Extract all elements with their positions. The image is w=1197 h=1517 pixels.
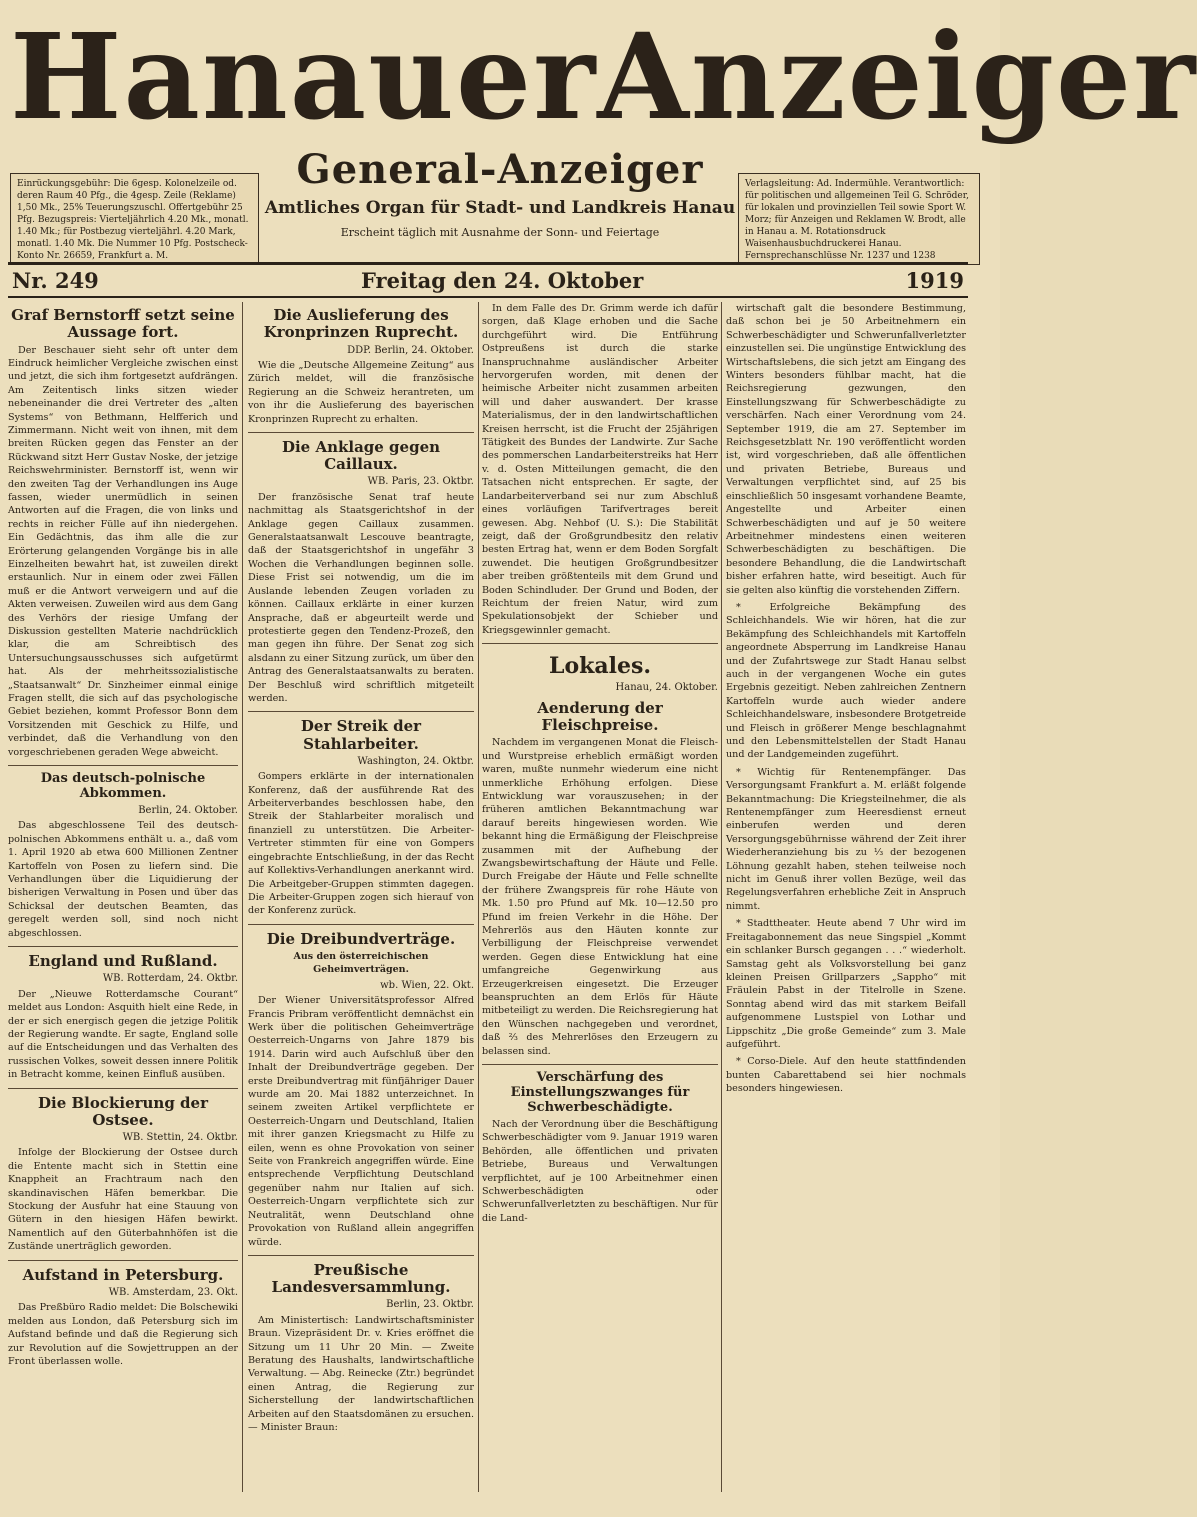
dateline-text: Berlin, 24. Oktober.	[138, 804, 238, 816]
publisher-info-box: Verlagsleitung: Ad. Indermühle. Verantwortlich: für politischen und allgemeinen Teil G. Schröder, für lokalen und provinziellen Teil sowie Sport W. Morz; für Anzeigen und Reklamen W. Brodt, alle in Hanau a. M. Rotationsdruck Waisenhausbuchdruckerei Hanau. Fernsprechanschlüsse Nr. 1237 und 1238	[738, 173, 980, 265]
issue-number: Nr. 249	[12, 268, 99, 293]
headline: Der Streik der Stahlarbeiter.	[300, 717, 422, 753]
headline: Aenderung der Fleischpreise.	[537, 698, 663, 735]
article-text: Der Wiener Universitätsprofessor Alfred Francis Pribram veröffentlicht demnächst ein Werk über die politischen Geheimverträge Oesterreich-Ungarns von Jahre 1879 bis 1914. Darin wird auch Aufschluß über den Inhalt der Dreibundverträge gegeben. Der erste Dreibundvertrag mit fünfjähriger Dauer wurde am 20. Mai 1882 unterzeichnet. In seinem zweiten Artikel verpflichtete er Oesterreich-Ungarn und Deutschland, Italien mit ihrer ganzen Kriegsmacht zu Hilfe zu eilen, wenn es ohne Provokation von seiner Seite von Frankreich angegriffen würde. Eine entsprechende Verpflichtung Deutschland gegenüber nahm nur Italien auf sich. Oesterreich-Ungarn verpflichtete sich zur Neutralität, wenn Deutschland ohne Provokation von Rußland allein angegriffen würde.	[248, 995, 474, 1248]
organ-line: Amtliches Organ für Stadt- und Landkreis Hanau	[264, 198, 736, 218]
headline: Preußische Landesversammlung.	[271, 1260, 451, 1297]
column-1	[8, 302, 238, 1502]
dateline-text: Hanau, 24. Oktober.	[615, 682, 718, 694]
article-text: * Erfolgreiche Bekämpfung des Schleichhandels. Wie wir hören, hat die zur Bekämpfung des Schleichhandels mit Kartoffeln angeordnete Absperrung im Landkreise Hanau und der Zufahrtswege zur Stadt Hanau selbst auch in der vergangenen Woche ein gutes Ergebnis gezeitigt. Neben zahlreichen Zentnern Kartoffeln wurde auch wieder andere Schleichhandelsware, insbesondere Brotgetreide und Fleisch in größerer Menge beschlagnahmt und den Lebensmittelstellen der Stadt Hanau und der Landgemeinden zugeführt.	[726, 601, 966, 761]
dateline-text: Berlin, 23. Oktbr.	[386, 1299, 474, 1311]
masthead	[10, 7, 1197, 146]
article-text: Das abgeschlossene Teil des deutsch-polnischen Abkommens enthält u. a., daß vom 1. April 1920 ab etwa 600 Millionen Zentner Kartoffeln von Posen zu liefern sind. Die Verhandlungen über die Liquidierung der bisherigen Verwaltung in Posen und über das Schicksal der deutschen Beamten, das geregelt werden soll, sind noch nicht abgeschlossen.	[8, 820, 238, 939]
column-2	[248, 302, 474, 1492]
column-3	[482, 302, 718, 1502]
divider	[248, 711, 474, 712]
headline: Die Dreibundverträge.	[266, 929, 456, 948]
article-text: Der französische Senat traf heute nachmittag als Staatsgerichtshof in der Anklage gegen Caillaux zusammen. Generalstaatsanwalt Lescouve beantragte, daß der Staatsgerichtshof in ungefähr 3 Wochen die Verhandlungen beginnen solle. Diese Frist sei notwendig, um die im Auslande lebenden Zeugen vorladen zu können. Caillaux erklärte in einer kurzen Ansprache, daß er abgeurteilt werde und protestierte gegen den Tendenz-Prozeß, den man gegen ihn führe. Der Senat zog sich alsdann zu einer Sitzung zurück, um über den Antrag des Generalstaatsanwalts zu beraten. Der Beschluß wird schriftlich mitgeteilt werden.	[248, 491, 474, 704]
dateline-text: WB. Stettin, 24. Oktbr.	[122, 1132, 238, 1144]
article-text: Nach der Verordnung über die Beschäftigung Schwerbeschädigter vom 9. Januar 1919 waren Behörden, alle öffentlichen und privaten Betriebe, Bureaus und Verwaltungen verpflichtet, auf je 100 Arbeitnehmer einen Schwerbeschädigten oder Schwerunfallverletzten zu beschäftigen. Nur für die Land-	[482, 1118, 718, 1224]
divider	[482, 1064, 718, 1065]
general-anzeiger-title: General-Anzeiger	[296, 146, 704, 193]
divider	[8, 946, 238, 947]
headline: England und Rußland.	[28, 952, 218, 971]
column-4	[726, 302, 966, 1492]
dateline-text: WB. Paris, 23. Oktbr.	[367, 476, 474, 488]
masthead-left-word: Hanauer	[10, 7, 598, 146]
article-text: * Stadttheater. Heute abend 7 Uhr wird im Freitagabonnement das neue Singspiel „Kommt ein schlanker Bursch gegangen . . .“ wiederholt. Samstag geht als Volksvorstellung bei ganz kleinen Preisen Grillparzers „Sappho“ mit Fräulein Pabst in der Titelrolle in Szene. Sonntag abend wird das mit starkem Beifall aufgenommene Lustspiel von Lothar und Lippschitz „Die große Gemeinde“ zum 3. Male aufgeführt.	[726, 918, 966, 1050]
article-text: Wie die „Deutsche Allgemeine Zeitung“ aus Zürich meldet, will die französische Regierung an die Schweiz herantreten, um von ihr die Auslieferung des bayerischen Kronprinzen Ruprecht zu erhalten.	[248, 359, 474, 425]
dateline-text: WB. Rotterdam, 24. Oktbr.	[102, 973, 238, 985]
article-text: Das Preßbüro Radio meldet: Die Bolschewiki melden aus London, daß Petersburg sich im Aufstand befinde und daß die Regierung sich zur Revolution auf die Sowjettruppen an der Front überlassen wolle.	[8, 1302, 238, 1367]
article-text: Der Beschauer sieht sehr oft unter dem Eindruck heimlicher Vergleiche zwischen einst und jetzt, die sich ihm fortgesetzt aufdrängen. Am Zeitentisch links sitzen wieder nebeneinander die drei Vertreter des „alten Systems“ von Bethmann, Helfferich und Zimmermann. Nicht weit von ihnen, mit dem breiten Rücken gegen das Fenster an der Rückwand sitzt Herr Gustav Noske, der jetzige Reichswehrminister. Bernstorff ist, wenn wir den zweiten Tag der Verhandlungen ins Auge fassen, wieder unermüdlich in seinen Antworten auf die Fragen, die von links und rechts in reicher Fülle auf ihn niedergehen. Ein Gedächtnis, das ihm alle die zur Erörterung gelangenden Vorgänge bis in alle Einzelheiten bewahrt hat, ist zuweilen direkt erstaunlich. Nur in einem oder zwei Fällen muß er die Antwort verweigern und auf die Akten verweisen. Zuweilen wird aus dem Gang des Verhörs der riesige Umfang der Diskussion gestellten Materie nachdrücklich klar, die am Schreibtisch des Untersuchungsausschusses sich aufgetürmt hat. Als der mehrheitssozialistische „Staatsanwalt“ Dr. Sinzheimer einmal einige Fragen stellt, die sich auf das psychologische Gebiet beziehen, kommt Professor Bonn dem Vorsitzenden mit Geschick zu Hilfe, und verbindet, daß die Verhandlung von den vorgeschriebenen geraden Wege abweicht.	[8, 344, 238, 758]
headline: Aufstand in Petersburg.	[22, 1265, 224, 1284]
article-text: Der „Nieuwe Rotterdamsche Courant“ meldet aus London: Asquith hielt eine Rede, in der er sich energisch gegen die jetzige Politik der Regierung wandte. Er sagte, England solle auf die Entscheidungen und das Verhalten des russischen Volkes, soweit dessen innere Politik in Betracht komme, keinen Einfluß ausüben.	[8, 988, 238, 1081]
headline: Das deutsch-polnische Abkommen.	[40, 771, 206, 802]
divider	[248, 924, 474, 925]
article-text: Infolge der Blockierung der Ostsee durch die Entente macht sich in Stettin eine Knappheit an Frachtraum nach den skandinavischen Häfen bemerkbar. Die Stockung der Ausfuhr hat eine Stauung von Gütern in den hiesigen Häfen bewirkt. Namentlich auf den Güterbahnhöfen ist die Zustände unerträglich geworden.	[8, 1147, 238, 1253]
dateline	[8, 262, 968, 298]
masthead-right-word: Anzeiger	[597, 7, 1197, 146]
column-rule	[242, 302, 243, 1492]
headline: Graf Bernstorff setzt seine Aussage fort.	[11, 306, 235, 342]
subheadline: Aus den österreichischen Geheimverträgen.	[293, 950, 429, 976]
column-rule	[721, 302, 722, 1492]
subscription-info-box: Einrückungsgebühr: Die 6gesp. Kolonelzeile od. deren Raum 40 Pfg., die 4gesp. Zeile (Reklame) 1,50 Mk., 25% Teuerungszuschl. Offertgebühr 25 Pfg. Bezugspreis: Vierteljährlich 4.20 Mk., monatl. 1.40 Mk.; für Postbezug vierteljährl. 4.20 Mark, monatl. 1.40 Mk. Die Nummer 10 Pfg. Postscheck-Konto Nr. 26659, Frankfurt a. M.	[10, 173, 259, 265]
section-heading-lokales: Lokales.	[548, 653, 652, 680]
headline: Die Auslieferung des Kronprinzen Ruprecht.	[263, 306, 459, 342]
issue-date: Freitag den 24. Oktober	[360, 268, 644, 293]
divider	[482, 643, 718, 644]
article-text: Am Ministertisch: Landwirtschaftsminister Braun. Vizepräsident Dr. v. Kries eröffnet die Sitzung um 11 Uhr 20 Min. — Zweite Beratung des Haushalts, landwirtschaftliche Verwaltung. — Abg. Reinecke (Ztr.) begründet einen Antrag, die Regierung zur Sicherstellung der landwirtschaftlichen Arbeiten auf den Staatsdomänen zu ersuchen. — Minister Braun:	[248, 1314, 474, 1434]
divider	[248, 1255, 474, 1256]
article-text: * Wichtig für Rentenempfänger. Das Versorgungsamt Frankfurt a. M. erläßt folgende Bekanntmachung: Die Kriegsteilnehmer, die als Rentenempfänger zum Heeresdienst erneut einberufen werden und deren Versorgungsgebührnisse während der Zeit ihrer Wiederheranziehung bis zu ⅟₃ der bezogenen Löhnung gezahlt haben, stehen teilweise noch nicht im Genuß ihrer vollen Bezüge, weil das Regelungsverfahren erhebliche Zeit in Anspruch nimmt.	[726, 766, 966, 912]
headline: Die Blockierung der Ostsee.	[38, 1093, 208, 1129]
article-text: * Corso-Diele. Auf den heute stattfindenden bunten Cabarettabend sei hier nochmals besonders hingewiesen.	[726, 1056, 966, 1095]
divider	[8, 765, 238, 766]
dateline-text: WB. Amsterdam, 23. Okt.	[108, 1286, 238, 1298]
dateline-text: DDP. Berlin, 24. Oktober.	[347, 344, 474, 356]
subhead	[240, 146, 760, 239]
headline: Verschärfung des Einstellungszwanges für Schwerbeschädigte.	[510, 1070, 690, 1115]
dateline-text: Washington, 24. Oktbr.	[357, 755, 474, 767]
headline: Die Anklage gegen Caillaux.	[281, 437, 441, 474]
article-text: wirtschaft galt die besondere Bestimmung, daß schon bei je 50 Arbeitnehmern ein Schwerbeschädigter und Schwerunfallverletzter einzustellen sei. Die ungünstige Entwicklung des Wirtschaftslebens, die sich jetzt am Eingang des Winters besonders fühlbar macht, hat die Reichsregierung gezwungen, den Einstellungszwang für Schwerbeschädigte zu verschärfen. Nach einer Verordnung vom 24. September 1919, die am 27. September im Reichsgesetzblatt Nr. 190 veröffentlicht worden ist, wird vorgeschrieben, daß alle öffentlichen und privaten Betriebe, Bureaus und Verwaltungen verpflichtet sind, auf 25 bis einschließlich 50 insgesamt vorhandene Beamte, Angestellte und Arbeiter einen Schwerbeschädigten und auf je 50 weitere Arbeitnehmer mindestens einen weiteren Schwerbeschädigten zu beschäftigen. Die besondere Behandlung, die die Landwirtschaft bisher erfahren hatte, wird beseitigt. Auch für sie gelten also künftig die vorstehenden Ziffern.	[726, 303, 966, 596]
divider	[248, 432, 474, 433]
article-text: Gompers erklärte in der internationalen Konferenz, daß der ausführende Rat des Arbeiterverbandes beschlossen habe, den Streik der Stahlarbeiter moralisch und finanziell zu unterstützen. Die Arbeiter-Vertreter stimmten für eine von Gompers eingebrachte Entschließung, in der das Recht auf Kollektivs-Verhandlungen anerkannt wird. Die Arbeitgeber-Gruppen stimmten dagegen. Die Arbeiter-Gruppen zogen sich hierauf von der Konferenz zurück.	[248, 771, 474, 917]
divider	[8, 1260, 238, 1261]
dateline-text: wb. Wien, 22. Okt.	[380, 979, 474, 991]
issue-year: 1919	[905, 268, 964, 293]
column-rule	[478, 302, 479, 1492]
article-text: In dem Falle des Dr. Grimm werde ich dafür sorgen, daß Klage erhoben und die Sache durchgeführt wird. Die Entführung Ostpreußens ist durch die starke Inanspruchnahme ausländischer Arbeiter hervorgerufen worden, mit denen der heimische Arbeiter nicht zusammen arbeiten will und daher auswandert. Der krasse Materialismus, der in den landwirtschaftlichen Kreisen herrscht, ist die Frucht der 25jährigen Tätigkeit des Bundes der Landwirte. Zur Sache des pommerschen Landarbeiterstreiks hat Herr v. d. Osten Mitteilungen gemacht, die den Tatsachen nicht entsprechen. Er sagte, der Landarbeiterverband sei nur zum Abschluß eines vorläufigen Tarifvertrages bereit gewesen. Abg. Nehbof (U. S.): Die Stabilität zeigt, daß der Großgrundbesitz den relativ besten Ertrag hat, wenn er dem Boden Sorgfalt zuwendet. Die heutigen Großgrundbesitzer aber treiben größtenteils mit dem Grund und Boden Schindluder. Der Grund und Boden, der Reichtum der freien Natur, wird zum Spekulationsobjekt der Schieber und Kriegsgewinnler gemacht.	[482, 303, 718, 636]
article-text: Nachdem im vergangenen Monat die Fleisch- und Wurstpreise erheblich ermäßigt worden waren, mußte nunmehr wiederum eine nicht unmerkliche Erhöhung erfolgen. Diese Entwicklung war vorauszusehen; in der früheren amtlichen Bekanntmachung war darauf bereits hingewiesen worden. Wie bekannt hing die Ermäßigung der Fleischpreise zusammen mit der Aufhebung der Zwangsbewirtschaftung der Häute und Felle. Durch Freigabe der Häute und Felle schnellte der frühere Zwangspreis für rohe Häute von Mk. 1.50 pro Pfund auf Mk. 10—12.50 pro Pfund im freien Verkehr in die Höhe. Der Mehrerlös aus den Häuten konnte zur Verbilligung der Fleischpreise verwendet werden. Gegen diese Entwicklung hat eine umfangreiche Gegenwirkung aus Erzeugerkreisen eingesetzt. Die Erzeuger beanspruchten an dem Erlös für Häute mitbeteiligt zu werden. Die Reichsregierung hat den Wünschen nachgegeben und verordnet, daß ⅔ des Mehrerlöses den Erzeugern zu belassen sind.	[482, 737, 718, 1057]
publication-note: Erscheint täglich mit Ausnahme der Sonn- und Feiertage	[340, 226, 660, 239]
divider	[8, 1088, 238, 1089]
